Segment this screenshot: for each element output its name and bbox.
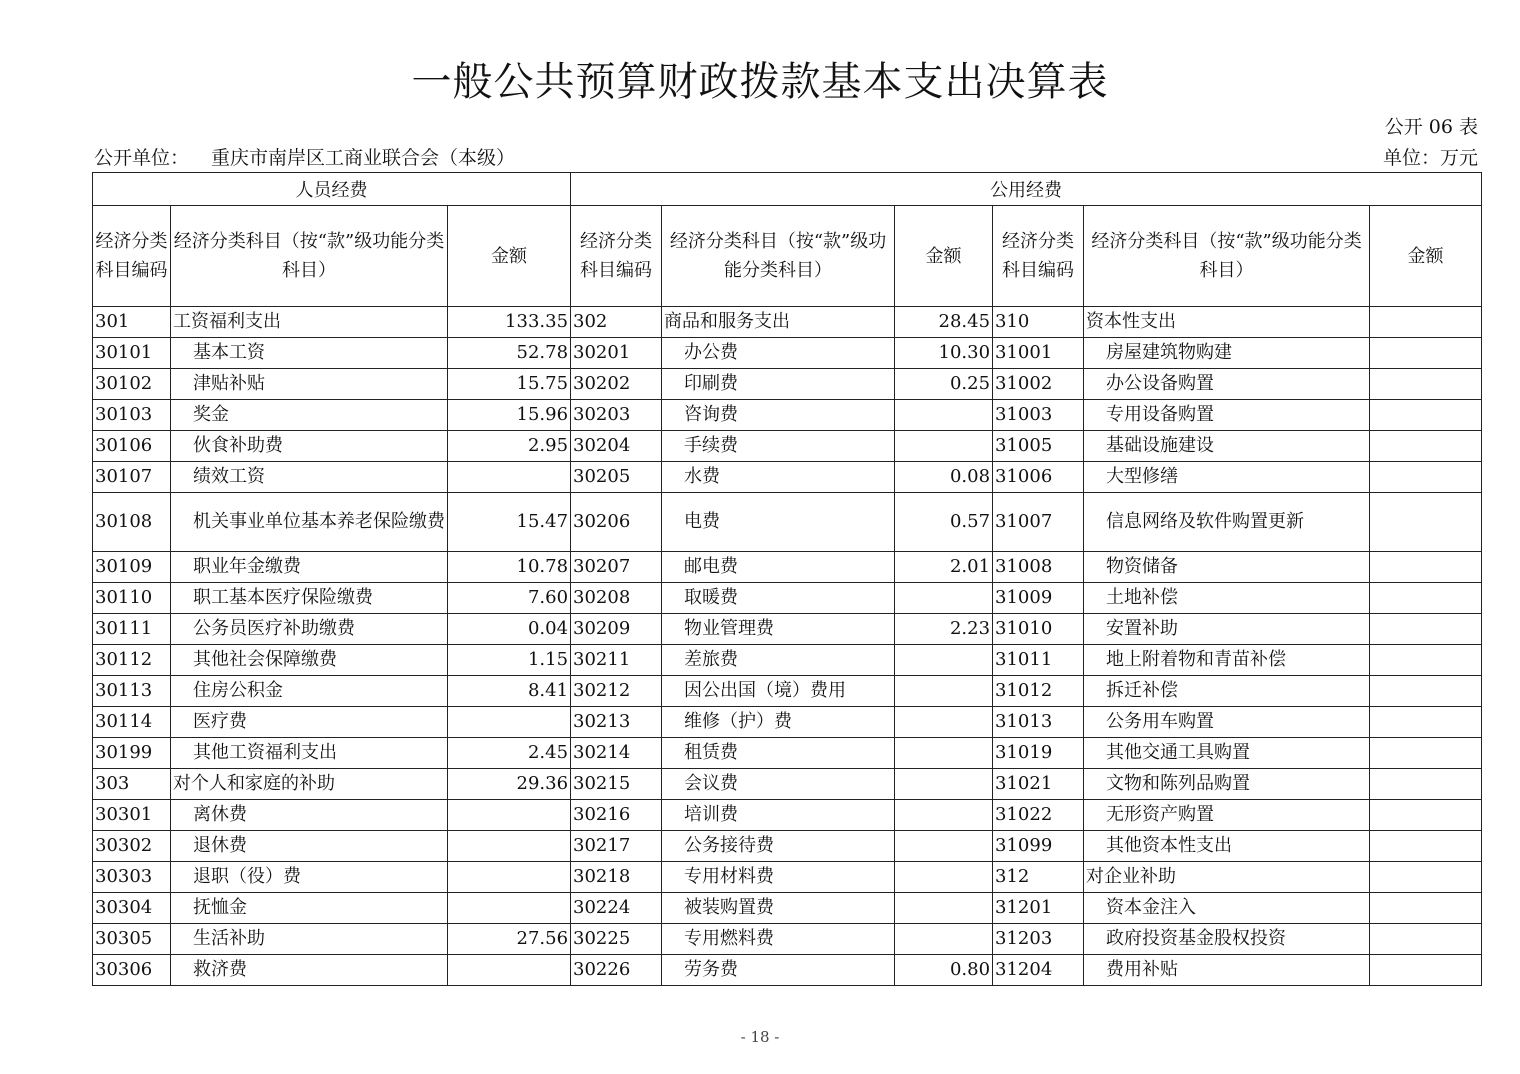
table-body xyxy=(93,307,1482,986)
amount-cell xyxy=(1370,893,1482,924)
table-row xyxy=(93,431,1482,462)
econ-code-cell: 30302 xyxy=(93,831,171,862)
econ-item-name-cell: 奖金 xyxy=(171,400,448,431)
amount-cell xyxy=(1370,862,1482,893)
econ-code-cell: 30303 xyxy=(93,862,171,893)
econ-code-cell: 31009 xyxy=(993,583,1084,614)
econ-code-cell: 31022 xyxy=(993,800,1084,831)
econ-item-name-cell: 津贴补贴 xyxy=(171,369,448,400)
econ-item-name-cell: 救济费 xyxy=(171,955,448,986)
amount-cell: 2.45 xyxy=(448,738,571,769)
table-row xyxy=(93,338,1482,369)
econ-item-name-cell: 电费 xyxy=(662,493,895,552)
amount-cell xyxy=(895,893,993,924)
econ-code-cell: 30305 xyxy=(93,924,171,955)
col-header-code: 经济分类科目编码 xyxy=(993,206,1084,307)
econ-item-name-cell: 物资储备 xyxy=(1084,552,1370,583)
table-row xyxy=(93,583,1482,614)
amount-cell xyxy=(1370,338,1482,369)
econ-item-name-cell: 租赁费 xyxy=(662,738,895,769)
section-header-row xyxy=(93,173,1482,206)
amount-cell xyxy=(1370,614,1482,645)
econ-code-cell: 31204 xyxy=(993,955,1084,986)
amount-cell: 10.78 xyxy=(448,552,571,583)
amount-cell xyxy=(1370,645,1482,676)
econ-item-name-cell: 会议费 xyxy=(662,769,895,800)
econ-item-name-cell: 大型修缮 xyxy=(1084,462,1370,493)
econ-code-cell: 30209 xyxy=(571,614,662,645)
econ-code-cell: 30216 xyxy=(571,800,662,831)
econ-item-name-cell: 绩效工资 xyxy=(171,462,448,493)
econ-item-name-cell: 对企业补助 xyxy=(1084,862,1370,893)
amount-cell xyxy=(895,645,993,676)
econ-code-cell: 30114 xyxy=(93,707,171,738)
econ-code-cell: 30106 xyxy=(93,431,171,462)
amount-cell xyxy=(1370,924,1482,955)
amount-cell xyxy=(1370,400,1482,431)
reporting-organization xyxy=(94,144,515,172)
econ-item-name-cell: 物业管理费 xyxy=(662,614,895,645)
econ-item-name-cell: 安置补助 xyxy=(1084,614,1370,645)
econ-code-cell: 30107 xyxy=(93,462,171,493)
econ-code-cell: 31006 xyxy=(993,462,1084,493)
econ-item-name-cell: 专用材料费 xyxy=(662,862,895,893)
amount-cell xyxy=(1370,307,1482,338)
econ-item-name-cell: 其他工资福利支出 xyxy=(171,738,448,769)
econ-code-cell: 30111 xyxy=(93,614,171,645)
econ-code-cell: 31013 xyxy=(993,707,1084,738)
econ-item-name-cell: 土地补偿 xyxy=(1084,583,1370,614)
econ-item-name-cell: 拆迁补偿 xyxy=(1084,676,1370,707)
econ-code-cell: 302 xyxy=(571,307,662,338)
amount-cell: 15.96 xyxy=(448,400,571,431)
amount-cell: 8.41 xyxy=(448,676,571,707)
econ-code-cell: 30224 xyxy=(571,893,662,924)
econ-code-cell: 301 xyxy=(93,307,171,338)
econ-code-cell: 30225 xyxy=(571,924,662,955)
amount-cell xyxy=(895,800,993,831)
econ-item-name-cell: 差旅费 xyxy=(662,645,895,676)
org-label: 公开单位： xyxy=(94,147,190,169)
econ-code-cell: 31012 xyxy=(993,676,1084,707)
econ-item-name-cell: 其他交通工具购置 xyxy=(1084,738,1370,769)
amount-cell: 0.08 xyxy=(895,462,993,493)
econ-item-name-cell: 文物和陈列品购置 xyxy=(1084,769,1370,800)
amount-cell xyxy=(895,769,993,800)
amount-cell xyxy=(895,738,993,769)
table-row xyxy=(93,800,1482,831)
econ-code-cell: 30215 xyxy=(571,769,662,800)
econ-code-cell: 312 xyxy=(993,862,1084,893)
form-number: 公开 06 表 xyxy=(1384,116,1478,138)
econ-code-cell: 31001 xyxy=(993,338,1084,369)
table-row xyxy=(93,552,1482,583)
econ-item-name-cell: 邮电费 xyxy=(662,552,895,583)
econ-code-cell: 30306 xyxy=(93,955,171,986)
econ-item-name-cell: 资本性支出 xyxy=(1084,307,1370,338)
econ-code-cell: 31007 xyxy=(993,493,1084,552)
econ-code-cell: 31201 xyxy=(993,893,1084,924)
col-header-amount: 金额 xyxy=(1370,206,1482,307)
econ-item-name-cell: 对个人和家庭的补助 xyxy=(171,769,448,800)
econ-code-cell: 31002 xyxy=(993,369,1084,400)
table-row xyxy=(93,924,1482,955)
econ-code-cell: 30199 xyxy=(93,738,171,769)
econ-code-cell: 310 xyxy=(993,307,1084,338)
amount-cell xyxy=(1370,831,1482,862)
econ-code-cell: 30205 xyxy=(571,462,662,493)
econ-item-name-cell: 其他资本性支出 xyxy=(1084,831,1370,862)
econ-code-cell: 30208 xyxy=(571,583,662,614)
econ-code-cell: 30203 xyxy=(571,400,662,431)
econ-item-name-cell: 公务员医疗补助缴费 xyxy=(171,614,448,645)
amount-cell xyxy=(448,462,571,493)
amount-cell xyxy=(448,893,571,924)
expenditure-table xyxy=(92,172,1482,986)
econ-item-name-cell: 退休费 xyxy=(171,831,448,862)
amount-cell xyxy=(1370,369,1482,400)
econ-item-name-cell: 专用燃料费 xyxy=(662,924,895,955)
econ-code-cell: 30211 xyxy=(571,645,662,676)
amount-cell: 52.78 xyxy=(448,338,571,369)
amount-cell xyxy=(1370,738,1482,769)
amount-cell: 2.23 xyxy=(895,614,993,645)
econ-code-cell: 30113 xyxy=(93,676,171,707)
econ-code-cell: 30226 xyxy=(571,955,662,986)
econ-code-cell: 30206 xyxy=(571,493,662,552)
amount-cell xyxy=(448,707,571,738)
econ-item-name-cell: 印刷费 xyxy=(662,369,895,400)
table-row xyxy=(93,614,1482,645)
econ-item-name-cell: 退职（役）费 xyxy=(171,862,448,893)
econ-item-name-cell: 公务接待费 xyxy=(662,831,895,862)
amount-cell: 0.04 xyxy=(448,614,571,645)
amount-cell: 2.01 xyxy=(895,552,993,583)
econ-code-cell: 30201 xyxy=(571,338,662,369)
econ-item-name-cell: 维修（护）费 xyxy=(662,707,895,738)
table-row xyxy=(93,738,1482,769)
amount-cell xyxy=(895,831,993,862)
col-header-name: 经济分类科目（按“款”级功能分类科目） xyxy=(662,206,895,307)
amount-cell xyxy=(448,800,571,831)
econ-item-name-cell: 劳务费 xyxy=(662,955,895,986)
table-row xyxy=(93,893,1482,924)
col-header-name: 经济分类科目（按“款”级功能分类科目） xyxy=(171,206,448,307)
table-row xyxy=(93,462,1482,493)
econ-item-name-cell: 政府投资基金股权投资 xyxy=(1084,924,1370,955)
econ-code-cell: 31099 xyxy=(993,831,1084,862)
table-row xyxy=(93,400,1482,431)
amount-cell xyxy=(448,955,571,986)
econ-item-name-cell: 医疗费 xyxy=(171,707,448,738)
econ-code-cell: 30109 xyxy=(93,552,171,583)
econ-code-cell: 30213 xyxy=(571,707,662,738)
econ-item-name-cell: 伙食补助费 xyxy=(171,431,448,462)
econ-item-name-cell: 水费 xyxy=(662,462,895,493)
amount-cell: 15.47 xyxy=(448,493,571,552)
econ-item-name-cell: 咨询费 xyxy=(662,400,895,431)
econ-item-name-cell: 机关事业单位基本养老保险缴费 xyxy=(171,493,448,552)
econ-item-name-cell: 基础设施建设 xyxy=(1084,431,1370,462)
table-row xyxy=(93,369,1482,400)
amount-cell xyxy=(1370,431,1482,462)
amount-cell xyxy=(1370,955,1482,986)
table-row xyxy=(93,862,1482,893)
amount-cell: 29.36 xyxy=(448,769,571,800)
econ-item-name-cell: 职工基本医疗保险缴费 xyxy=(171,583,448,614)
page-title: 一般公共预算财政拨款基本支出决算表 xyxy=(411,59,1109,105)
col-header-amount: 金额 xyxy=(448,206,571,307)
col-header-amount: 金额 xyxy=(895,206,993,307)
amount-cell xyxy=(1370,493,1482,552)
econ-item-name-cell: 商品和服务支出 xyxy=(662,307,895,338)
amount-cell xyxy=(895,862,993,893)
amount-cell xyxy=(895,707,993,738)
col-header-code: 经济分类科目编码 xyxy=(93,206,171,307)
econ-item-name-cell: 工资福利支出 xyxy=(171,307,448,338)
econ-code-cell: 31010 xyxy=(993,614,1084,645)
econ-item-name-cell: 其他社会保障缴费 xyxy=(171,645,448,676)
table-row xyxy=(93,707,1482,738)
table-row xyxy=(93,676,1482,707)
section-public: 公用经费 xyxy=(571,173,1482,206)
amount-cell: 28.45 xyxy=(895,307,993,338)
money-unit: 单位：万元 xyxy=(1382,147,1478,169)
econ-item-name-cell: 专用设备购置 xyxy=(1084,400,1370,431)
econ-item-name-cell: 公务用车购置 xyxy=(1084,707,1370,738)
table-row xyxy=(93,307,1482,338)
econ-item-name-cell: 住房公积金 xyxy=(171,676,448,707)
econ-item-name-cell: 离休费 xyxy=(171,800,448,831)
econ-code-cell: 30108 xyxy=(93,493,171,552)
econ-item-name-cell: 办公设备购置 xyxy=(1084,369,1370,400)
econ-item-name-cell: 办公费 xyxy=(662,338,895,369)
econ-code-cell: 30202 xyxy=(571,369,662,400)
econ-code-cell: 30110 xyxy=(93,583,171,614)
econ-item-name-cell: 房屋建筑物购建 xyxy=(1084,338,1370,369)
table-row xyxy=(93,955,1482,986)
amount-cell xyxy=(1370,707,1482,738)
section-personnel: 人员经费 xyxy=(93,173,571,206)
econ-code-cell: 30214 xyxy=(571,738,662,769)
econ-code-cell: 30304 xyxy=(93,893,171,924)
econ-item-name-cell: 抚恤金 xyxy=(171,893,448,924)
amount-cell xyxy=(895,583,993,614)
table-row xyxy=(93,769,1482,800)
econ-code-cell: 30112 xyxy=(93,645,171,676)
amount-cell: 1.15 xyxy=(448,645,571,676)
amount-cell xyxy=(1370,676,1482,707)
table-row xyxy=(93,645,1482,676)
econ-code-cell: 30101 xyxy=(93,338,171,369)
econ-item-name-cell: 职业年金缴费 xyxy=(171,552,448,583)
econ-item-name-cell: 无形资产购置 xyxy=(1084,800,1370,831)
amount-cell xyxy=(895,400,993,431)
econ-item-name-cell: 基本工资 xyxy=(171,338,448,369)
table-row xyxy=(93,493,1482,552)
econ-code-cell: 31003 xyxy=(993,400,1084,431)
amount-cell xyxy=(895,431,993,462)
amount-cell xyxy=(1370,552,1482,583)
econ-code-cell: 30207 xyxy=(571,552,662,583)
econ-code-cell: 31021 xyxy=(993,769,1084,800)
amount-cell xyxy=(1370,800,1482,831)
econ-code-cell: 30212 xyxy=(571,676,662,707)
econ-item-name-cell: 生活补助 xyxy=(171,924,448,955)
amount-cell xyxy=(895,676,993,707)
amount-cell: 0.25 xyxy=(895,369,993,400)
econ-item-name-cell: 因公出国（境）费用 xyxy=(662,676,895,707)
econ-item-name-cell: 培训费 xyxy=(662,800,895,831)
econ-code-cell: 31005 xyxy=(993,431,1084,462)
amount-cell: 27.56 xyxy=(448,924,571,955)
amount-cell: 15.75 xyxy=(448,369,571,400)
table-row xyxy=(93,831,1482,862)
page-number: - 18 - xyxy=(740,1028,780,1046)
amount-cell xyxy=(1370,462,1482,493)
econ-code-cell: 30102 xyxy=(93,369,171,400)
econ-code-cell: 30217 xyxy=(571,831,662,862)
econ-code-cell: 30218 xyxy=(571,862,662,893)
amount-cell: 2.95 xyxy=(448,431,571,462)
amount-cell xyxy=(448,831,571,862)
amount-cell: 10.30 xyxy=(895,338,993,369)
econ-item-name-cell: 费用补贴 xyxy=(1084,955,1370,986)
econ-item-name-cell: 手续费 xyxy=(662,431,895,462)
econ-code-cell: 31203 xyxy=(993,924,1084,955)
econ-code-cell: 30103 xyxy=(93,400,171,431)
col-header-name: 经济分类科目（按“款”级功能分类科目） xyxy=(1084,206,1370,307)
econ-item-name-cell: 信息网络及软件购置更新 xyxy=(1084,493,1370,552)
amount-cell xyxy=(1370,769,1482,800)
amount-cell: 0.80 xyxy=(895,955,993,986)
amount-cell xyxy=(1370,583,1482,614)
unit-row xyxy=(94,144,1478,172)
amount-cell: 133.35 xyxy=(448,307,571,338)
amount-cell: 7.60 xyxy=(448,583,571,614)
econ-item-name-cell: 取暖费 xyxy=(662,583,895,614)
amount-cell xyxy=(448,862,571,893)
econ-code-cell: 30204 xyxy=(571,431,662,462)
econ-code-cell: 30301 xyxy=(93,800,171,831)
econ-code-cell: 31019 xyxy=(993,738,1084,769)
econ-item-name-cell: 资本金注入 xyxy=(1084,893,1370,924)
col-header-code: 经济分类科目编码 xyxy=(571,206,662,307)
econ-code-cell: 31008 xyxy=(993,552,1084,583)
econ-item-name-cell: 被装购置费 xyxy=(662,893,895,924)
econ-code-cell: 303 xyxy=(93,769,171,800)
amount-cell xyxy=(895,924,993,955)
column-header-row xyxy=(93,206,1482,307)
econ-item-name-cell: 地上附着物和青苗补偿 xyxy=(1084,645,1370,676)
amount-cell: 0.57 xyxy=(895,493,993,552)
org-name: 重庆市南岸区工商业联合会（本级） xyxy=(211,147,516,169)
econ-code-cell: 31011 xyxy=(993,645,1084,676)
